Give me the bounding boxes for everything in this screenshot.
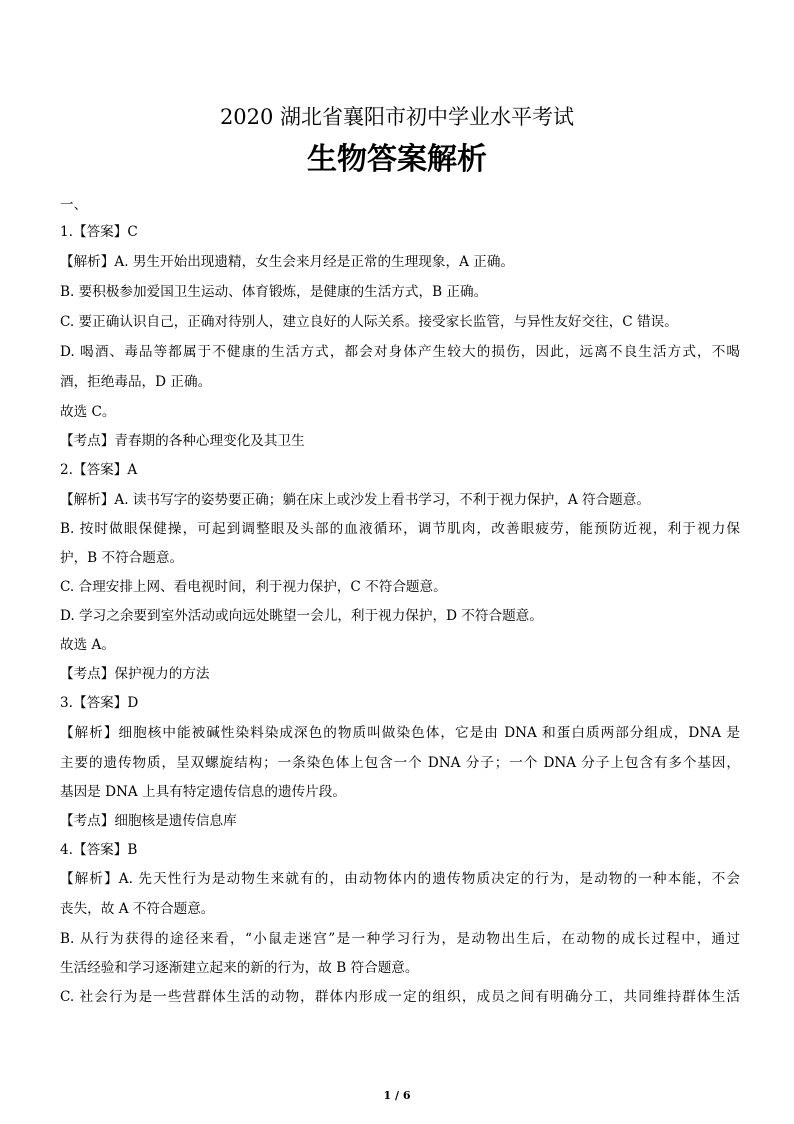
analysis-2-b-cont: 护，B 不符合题意。 [60, 550, 184, 566]
document-subtitle: 生物答案解析 [307, 142, 487, 177]
analysis-1-a: 【解析】A. 男生开始出现遗精，女生会来月经是正常的生理现象，A 正确。 [60, 254, 515, 270]
topic-2: 【考点】保护视力的方法 [60, 666, 210, 682]
conclusion-1: 故选 C。 [60, 404, 116, 420]
answer-1: 1.【答案】C [60, 224, 138, 240]
analysis-1-b: B. 要积极参加爱国卫生运动、体育锻炼，是健康的生活方式，B 正确。 [60, 284, 488, 300]
topic-3: 【考点】细胞核是遗传信息库 [60, 813, 237, 829]
analysis-1-c: C. 要正确认识自己，正确对待别人，建立良好的人际关系。接受家长监管，与异性友好交往，C 错误。 [60, 314, 678, 330]
analysis-3-line-2: 主要的遗传物质，呈双螺旋结构；一条染色体上包含一个 DNA 分子；一个 DNA 分子上包含有多个基因， [60, 755, 740, 771]
analysis-3-line-1: 【解析】细胞核中能被碱性染料染成深色的物质叫做染色体，它是由 DNA 和蛋白质两部分组成，DNA 是 [60, 725, 740, 741]
analysis-4-c: C. 社会行为是一些营群体生活的动物，群体内形成一定的组织，成员之间有明确分工，共同维持群体生活 [60, 989, 740, 1005]
conclusion-2: 故选 A。 [60, 637, 115, 653]
answer-4: 4.【答案】B [60, 842, 138, 858]
analysis-2-b: B. 按时做眼保健操，可起到调整眼及头部的血液循环，调节肌肉，改善眼疲劳，能预防近视，利于视力保 [60, 521, 740, 537]
section-heading: 一、 [60, 197, 88, 213]
analysis-4-a: 【解析】A. 先天性行为是动物生来就有的，由动物体内的遗传物质决定的行为，是动物的一种本能，不会 [60, 871, 740, 887]
analysis-3-line-3: 基因是 DNA 上具有特定遗传信息的遗传片段。 [60, 784, 346, 800]
answer-3: 3.【答案】D [60, 695, 139, 711]
analysis-4-b: B. 从行为获得的途径来看，“小鼠走迷宫”是一种学习行为，是动物出生后，在动物的成长过程中，通过 [60, 931, 740, 947]
analysis-4-a-cont: 丧失，故 A 不符合题意。 [60, 901, 215, 917]
document-title: 2020 湖北省襄阳市初中学业水平考试 [219, 105, 575, 129]
analysis-4-b-cont: 生活经验和学习逐渐建立起来的新的行为，故 B 符合题意。 [60, 960, 419, 976]
analysis-2-a: 【解析】A. 读书写字的姿势要正确；躺在床上或沙发上看书学习，不利于视力保护，A 符合题意。 [60, 492, 650, 508]
analysis-2-d: D. 学习之余要到室外活动或向远处眺望一会儿，利于视力保护，D 不符合题意。 [60, 608, 543, 624]
analysis-1-d: D. 喝酒、毒品等都属于不健康的生活方式，都会对身体产生较大的损伤，因此，远离不良生活方式，不喝 [60, 344, 740, 360]
topic-1: 【考点】青春期的各种心理变化及其卫生 [60, 433, 305, 449]
answer-2: 2.【答案】A [60, 462, 138, 478]
page-number: 1 / 6 [383, 1089, 411, 1102]
analysis-2-c: C. 合理安排上网、看电视时间，利于视力保护，C 不符合题意。 [60, 579, 447, 595]
analysis-1-d-cont: 酒，拒绝毒品，D 正确。 [60, 374, 212, 390]
